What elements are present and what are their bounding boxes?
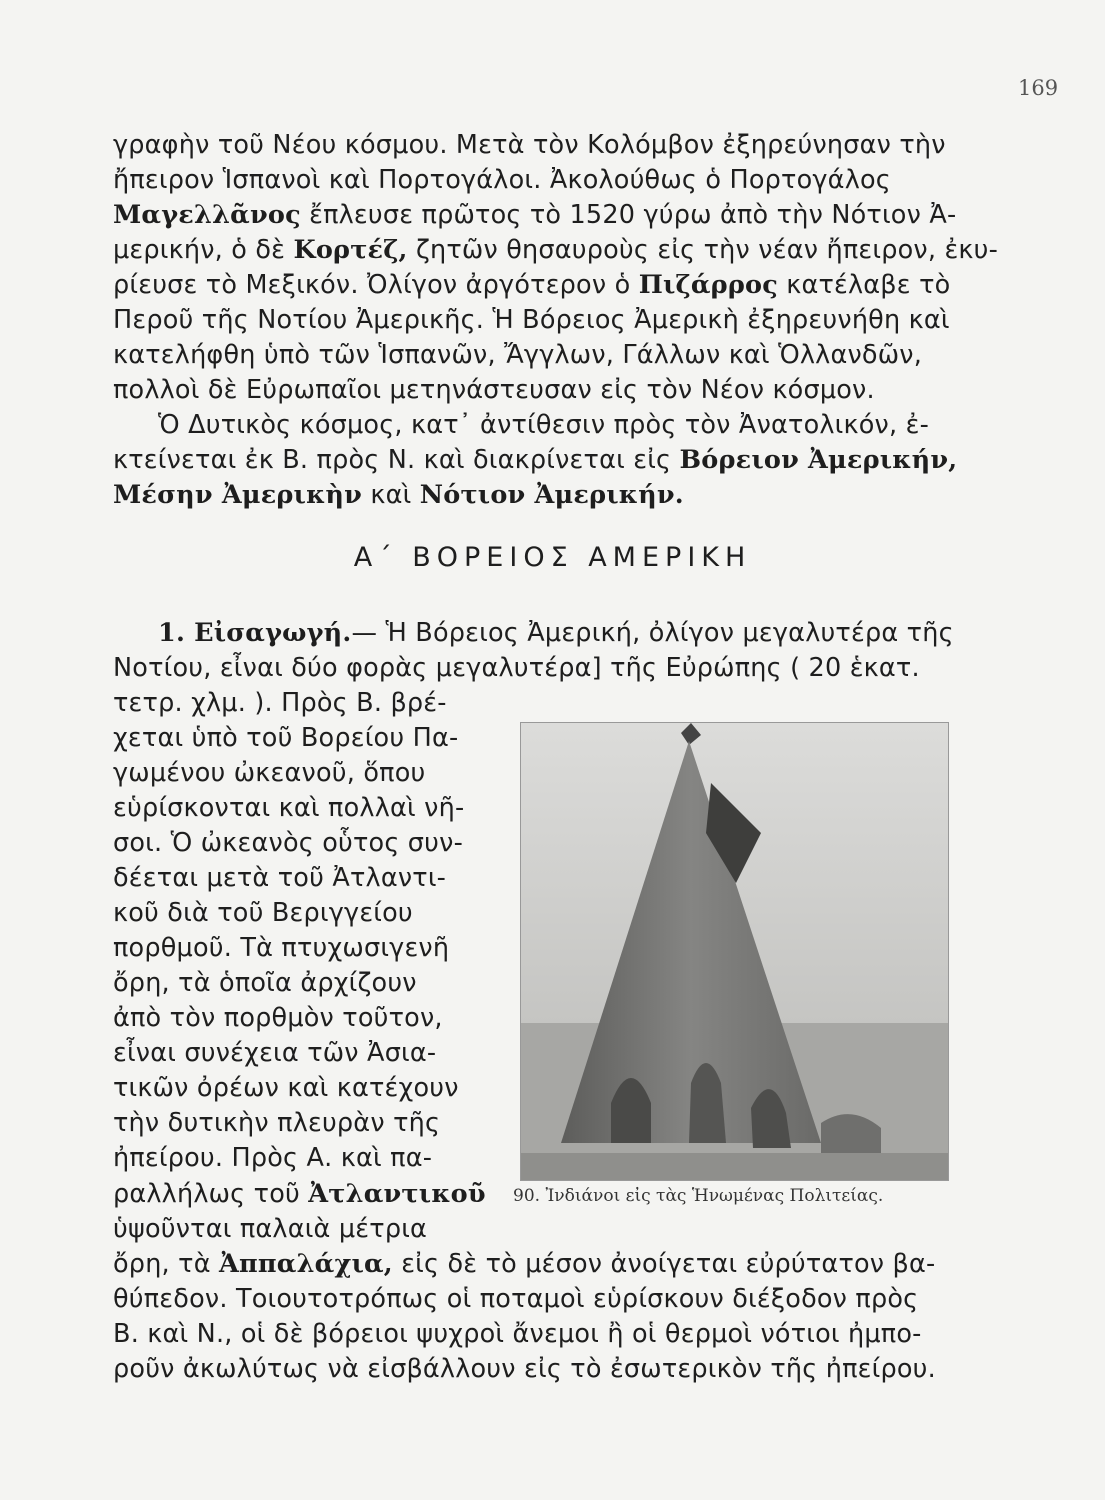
text-line: ροῦν ἀκωλύτως νὰ εἰσβάλλουν εἰς τὸ ἐσωτερικὸν τῆς ἠπείρου. — [113, 1354, 936, 1384]
text-line — [113, 1177, 486, 1211]
text-span: καὶ — [362, 480, 420, 510]
text-line: σοι. Ὁ ὠκεανὸς οὗτος συν- — [113, 828, 463, 858]
text-span: κατέλαβε τὸ — [777, 270, 951, 300]
page-number: 169 — [1018, 76, 1059, 100]
text-line: πορθμοῦ. Τὰ πτυχωσιγενῆ — [113, 933, 450, 963]
text-line: ἤπειρον Ἱσπανοὶ καὶ Πορτογάλοι. Ἀκολούθως ὁ Πορτογάλος — [113, 165, 891, 195]
text-line: τετρ. χλμ. ). Πρὸς Β. βρέ- — [113, 688, 447, 718]
tipi-illustration — [521, 723, 948, 1180]
subsection-title: 1. Εἰσαγωγή. — [158, 618, 352, 648]
text-span: ραλλήλως τοῦ — [113, 1179, 309, 1209]
text-line: ὄρη, τὰ ὁποῖα ἀρχίζουν — [113, 968, 417, 998]
text-line — [113, 198, 957, 232]
bold-appalachians: Ἀππαλάχια, — [219, 1249, 393, 1279]
text-line — [113, 1247, 953, 1281]
text-line: Β. καὶ Ν., οἱ δὲ βόρειοι ψυχροὶ ἄνεμοι ἢ οἱ θερμοὶ νότιοι ἠμπο- — [113, 1319, 922, 1349]
text-line: χεται ὑπὸ τοῦ Βορείου Πα- — [113, 723, 459, 753]
bold-atlantic: Ἀτλαντικοῦ — [308, 1179, 486, 1209]
text-line: ἠπείρου. Πρὸς Α. καὶ πα- — [113, 1143, 433, 1173]
text-line: εὑρίσκονται καὶ πολλαὶ νῆ- — [113, 793, 465, 823]
bold-central-america: Μέσην Ἀμερικὴν — [113, 480, 363, 510]
bold-name-magellan: Μαγελλᾶνος — [113, 200, 301, 230]
text-line: ὑψοῦνται παλαιὰ μέτρια — [113, 1214, 428, 1244]
text-line: πολλοὶ δὲ Εὐρωπαῖοι μετηνάστευσαν εἰς τὸν Νέον κόσμον. — [113, 375, 875, 405]
text-line: κοῦ διὰ τοῦ Βεριγγείου — [113, 898, 413, 928]
bold-south-america: Νότιον Ἀμερικήν. — [419, 480, 684, 510]
text-line — [113, 478, 953, 512]
text-line — [113, 233, 999, 267]
text-line: Νοτίου, εἶναι δύο φορὰς μεγαλυτέρα] τῆς Εὐρώπης ( 20 ἑκατ. — [113, 653, 920, 683]
text-span: εἰς δὲ τὸ μέσον ἀνοίγεται εὐρύτατον βα- — [392, 1249, 936, 1279]
text-line: θύπεδον. Τοιουτοτρόπως οἱ ποταμοὶ εὑρίσκουν διέξοδον πρὸς — [113, 1284, 919, 1314]
text-span: μερικήν, ὁ δὲ — [113, 235, 294, 265]
text-span: ὄρη, τὰ — [113, 1249, 220, 1279]
text-line: τὴν δυτικὴν πλευρὰν τῆς — [113, 1108, 441, 1138]
text-line: τικῶν ὀρέων καὶ κατέχουν — [113, 1073, 459, 1103]
text-line — [113, 443, 958, 477]
text-span: — Ἡ Βόρειος Ἀμερική, ὀλίγον μεγαλυτέρα τῆς — [351, 618, 954, 648]
text-span: ρίευσε τὸ Μεξικόν. Ὀλίγον ἀργότερον ὁ — [113, 270, 639, 300]
text-line: κατελήφθη ὑπὸ τῶν Ἱσπανῶν, Ἄγγλων, Γάλλων καὶ Ὁλλανδῶν, — [113, 340, 923, 370]
text-span: ζητῶν θησαυροὺς εἰς τὴν νέαν ἤπειρον, ἐκυ- — [407, 235, 999, 265]
text-line: ἀπὸ τὸν πορθμὸν τοῦτον, — [113, 1003, 443, 1033]
tipi-photograph — [520, 722, 949, 1181]
text-line: Ὁ Δυτικὸς κόσμος, κατ᾿ ἀντίθεσιν πρὸς τὸν Ἀνατολικόν, ἐ- — [158, 410, 929, 440]
bold-north-america: Βόρειον Ἀμερικήν, — [679, 445, 958, 475]
bold-name-cortez: Κορτέζ, — [293, 235, 408, 265]
text-line: δέεται μετὰ τοῦ Ἀτλαντι- — [113, 863, 447, 893]
figure-caption: 90. Ἰνδιάνοι εἰς τὰς Ἡνωμένας Πολιτείας. — [513, 1186, 884, 1206]
text-span: κτείνεται ἐκ Β. πρὸς Ν. καὶ διακρίνεται εἰς — [113, 445, 680, 475]
text-line — [158, 616, 953, 650]
text-span: ἔπλευσε πρῶτος τὸ 1520 γύρω ἀπὸ τὴν Νότιον Ἀ- — [300, 200, 957, 230]
text-line: εἶναι συνέχεια τῶν Ἀσια- — [113, 1038, 437, 1068]
text-line: γωμένου ὠκεανοῦ, ὅπου — [113, 758, 426, 788]
text-line: Περοῦ τῆς Νοτίου Ἀμερικῆς. Ἡ Βόρειος Ἀμερικὴ ἐξηρευνήθη καὶ — [113, 305, 950, 335]
bold-name-pizarro: Πιζάρρος — [638, 270, 778, 300]
section-heading: Α΄ ΒΟΡΕΙΟΣ ΑΜΕΡΙΚΗ — [353, 542, 752, 573]
text-line: γραφὴν τοῦ Νέου κόσμου. Μετὰ τὸν Κολόμβον ἐξηρεύνησαν τὴν — [113, 130, 946, 160]
text-line — [113, 268, 953, 302]
foreground — [521, 1153, 948, 1180]
